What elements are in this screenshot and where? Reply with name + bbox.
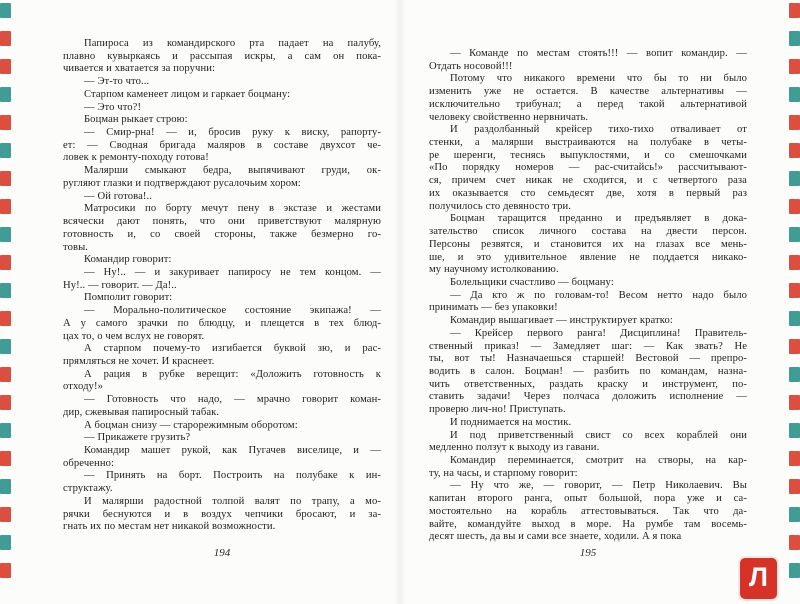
text-line: — Прикажете грузить? [84, 432, 191, 444]
text-line: — Ну что же, — говорит, — Петр Николаевич. Вы [450, 480, 747, 492]
teal-stripe-dash [0, 227, 11, 242]
text-line: А старпом почему-то изгибается буквой зю, и рас- [84, 343, 381, 355]
teal-stripe-dash [789, 507, 800, 522]
text-line: стенки, а малярши выстраиваются на полубаке в четы- [429, 137, 747, 149]
text-line: — Это что?! [84, 101, 142, 113]
red-stripe-dash [0, 115, 11, 130]
text-line: Ну!.. — говорит. — Да!.. [63, 279, 177, 291]
text-line: Командир переминается, смотрит на створы, на кар- [450, 455, 747, 466]
text-line: ругляют глазки и подтверждают русалочьим хором: [63, 177, 301, 189]
red-stripe-dash [0, 311, 11, 326]
text-line: изменить уже не остается. В качестве альтернативы — [429, 86, 747, 98]
red-stripe-dash [0, 507, 11, 522]
red-stripe-dash [0, 367, 11, 382]
teal-stripe-dash [789, 87, 800, 102]
text-line: готовность и, со своей стороны, также безмерно го- [63, 228, 381, 240]
text-line: зательство список личного состава на двести персон. [429, 226, 747, 238]
red-stripe-dash [0, 563, 11, 578]
teal-stripe-dash [789, 31, 800, 46]
red-stripe-dash [789, 339, 800, 354]
red-stripe-dash [789, 3, 800, 18]
teal-stripe-dash [0, 535, 11, 550]
teal-stripe-dash [0, 87, 11, 102]
red-stripe-dash [789, 395, 800, 410]
red-stripe-dash [789, 451, 800, 466]
text-line: ственный приказ! — Замедляет шаг: — Как звать? Не [429, 340, 747, 352]
text-line: Боцман рыкает строю: [84, 114, 188, 126]
text-line: Папироса из командирского рта падает на палубу, [84, 38, 381, 49]
text-line: вайте, командуйте выход в море. На румбе там восемь- [429, 518, 747, 530]
red-stripe-dash [789, 199, 800, 214]
text-line: человеку свойственно нервничать. [429, 111, 589, 123]
text-line: гнать их по местам нет никакой возможности. [63, 521, 276, 533]
red-stripe-dash [0, 171, 11, 186]
text-line: десят шесть, да вы и сами все знаете, ходили. А я пока [429, 531, 682, 543]
teal-stripe-dash [0, 423, 11, 438]
text-line: — Крейсер первого ранга! Дисциплина! Правитель- [450, 327, 747, 339]
text-line: И раздолбанный крейсер тихо-тихо отваливает от [450, 124, 747, 136]
text-line: — Команде по местам стоять!!! — вопит командир. — [450, 48, 747, 59]
red-stripe-dash [0, 451, 11, 466]
right-page-number: 195 [579, 547, 597, 559]
text-line: Потому что никакого времени что бы то ни было [450, 73, 747, 85]
text-line: Помполит говорит: [84, 292, 173, 304]
right-page-text [429, 48, 747, 544]
text-line: ет: — Сводная бригада маляров в составе двухсот че- [63, 139, 381, 151]
teal-stripe-dash [0, 3, 11, 18]
text-line: ре шеренги, теснясь выпуклостями, и со смешочками [429, 149, 747, 161]
teal-stripe-dash [0, 479, 11, 494]
text-line: чивается и хватается за поручни: [63, 63, 216, 75]
text-line: Командир говорит: [84, 254, 172, 266]
text-line: всячески дают понять, что они приветствуют малярную [63, 216, 381, 228]
text-line: Матросики по борту мечут пену в экстазе и жестами [84, 203, 381, 215]
text-line: плавно кувыркаясь и рассыпая искры, а сам он пока- [63, 50, 381, 62]
text-line: Персоны резвятся, и становится их на глазах все мень- [429, 238, 747, 250]
red-stripe-dash [0, 59, 11, 74]
text-line: — Принять на борт. Построить на полубаке к ин- [84, 470, 381, 482]
teal-stripe-dash [0, 143, 11, 158]
edge-stripes-right [789, 3, 800, 601]
text-line: чить ответственных, раздать краску и инструмент, по- [429, 378, 747, 390]
text-line: — Да кто ж по головам-то! Весом нетто надо было [450, 289, 747, 301]
text-line: — Ой готова!.. [84, 190, 153, 202]
text-line: Командир вышагивает — инструктирует кратко: [450, 315, 673, 327]
red-stripe-dash [789, 59, 800, 74]
text-line: Отдать носовой!!! [429, 60, 513, 72]
text-line: структажу. [63, 483, 113, 495]
teal-stripe-dash [0, 339, 11, 354]
text-line: принимать — без упаковки! [429, 302, 558, 314]
text-line: их оказывается сто семьдесят две, хотя в первый раз [429, 187, 747, 199]
text-line: А боцман снизу — старорежимным оборотом: [84, 419, 298, 431]
teal-stripe-dash [789, 311, 800, 326]
text-line: цах то, о чем вслух не говорят. [63, 330, 205, 342]
text-line: отходу!» [63, 381, 103, 393]
text-line: ту, на часы, и старпому говорит: [429, 467, 578, 479]
text-line: капитан второго ранга, опыт большой, пора уже и са- [429, 493, 747, 505]
text-line: Боцман таращится преданно и предъявляет в дока- [450, 213, 747, 225]
text-line: ся, причем счет никак не сходится, и с четвертого раза [429, 175, 747, 187]
text-line: прямляться не хочет. И краснеет. [63, 355, 215, 367]
red-stripe-dash [789, 143, 800, 158]
text-line: «По порядку номеров — рас-считайсь!» рассчитывают- [429, 162, 747, 174]
text-line: А рация в рубке верещит: «Доложить готовность к [84, 368, 381, 380]
text-line: — Морально-политическое состояние экипажа! — [84, 305, 381, 317]
teal-stripe-dash [789, 367, 800, 382]
red-stripe-dash [0, 255, 11, 270]
red-stripe-dash [789, 255, 800, 270]
text-line: медленно ползут к выходу из гавани. [429, 442, 600, 454]
left-page-text [63, 38, 381, 534]
teal-stripe-dash [789, 563, 800, 578]
text-line: обреченно: [63, 457, 115, 469]
red-stripe-dash [0, 31, 11, 46]
red-stripe-dash [789, 283, 800, 298]
text-line: — Ну!.. — и закуривает папиросу не тем концом. — [84, 266, 381, 278]
text-line: — Готовность что надо, — мрачно говорит коман- [84, 394, 381, 406]
text-line: ше, и это удивительное явление не поддается никако- [429, 251, 747, 263]
red-stripe-dash [789, 535, 800, 550]
text-line: И под приветственный свист со всех кораблей они [450, 429, 747, 441]
text-line: получилось сто девяносто три. [429, 200, 572, 212]
text-line: дир, сжевывая папиросный табак. [63, 406, 220, 418]
text-line: Малярши смыкают бедра, выпячивают груди, ок- [84, 165, 381, 177]
text-line: — Эт-то что... [84, 76, 150, 88]
text-line: ставить задачи! Через полчаса доложить исполнение — [429, 391, 747, 403]
text-line: Болельщики счастливо — боцману: [450, 276, 614, 288]
text-line: мостоятельно на корабль аттестовываться. Так что да- [429, 505, 747, 517]
text-line: водить в салон. Боцман! — разбить по командам, назна- [429, 365, 747, 377]
text-line: И поднимается на мостик. [450, 416, 572, 428]
text-line: рячки беснуются и в воздух чепчики бросают, и за- [63, 508, 381, 520]
text-line: ловек к ремонту-походу готова! [63, 152, 209, 164]
labirint-logo [740, 558, 777, 599]
text-line: Старпом каменеет лицом и гаркает боцману: [84, 88, 291, 100]
red-stripe-dash [789, 115, 800, 130]
text-line: исключительно трибунал; а перед такой альтернативой [429, 98, 747, 110]
teal-stripe-dash [789, 171, 800, 186]
left-page-number: 194 [213, 547, 231, 559]
edge-stripes-left [0, 3, 11, 601]
text-line: И малярши радостной толпой валят по трапу, а мо- [84, 495, 381, 507]
teal-stripe-dash [789, 423, 800, 438]
teal-stripe-dash [789, 227, 800, 242]
book-gutter-shadow [394, 0, 406, 604]
text-line: ты, вот ты! Назначаешься старшей! Вестовой — препро- [429, 353, 747, 365]
text-line: му научному истолкованию. [429, 264, 559, 276]
red-stripe-dash [0, 395, 11, 410]
text-line: товы. [63, 241, 89, 253]
text-line: — Смир-рна! — и, бросив руку к виску, рапорту- [84, 127, 381, 139]
teal-stripe-dash [0, 283, 11, 298]
text-line: проверю лич-но! Приступать. [429, 404, 566, 416]
red-stripe-dash [789, 479, 800, 494]
text-line: А у самого зрачки по блюдцу, и плещется в тех блюд- [63, 317, 381, 329]
red-stripe-dash [0, 199, 11, 214]
text-line: Командир машет рукой, как Пугачев виселице, и — [84, 445, 381, 456]
labirint-logo-letter: Л [749, 562, 768, 592]
